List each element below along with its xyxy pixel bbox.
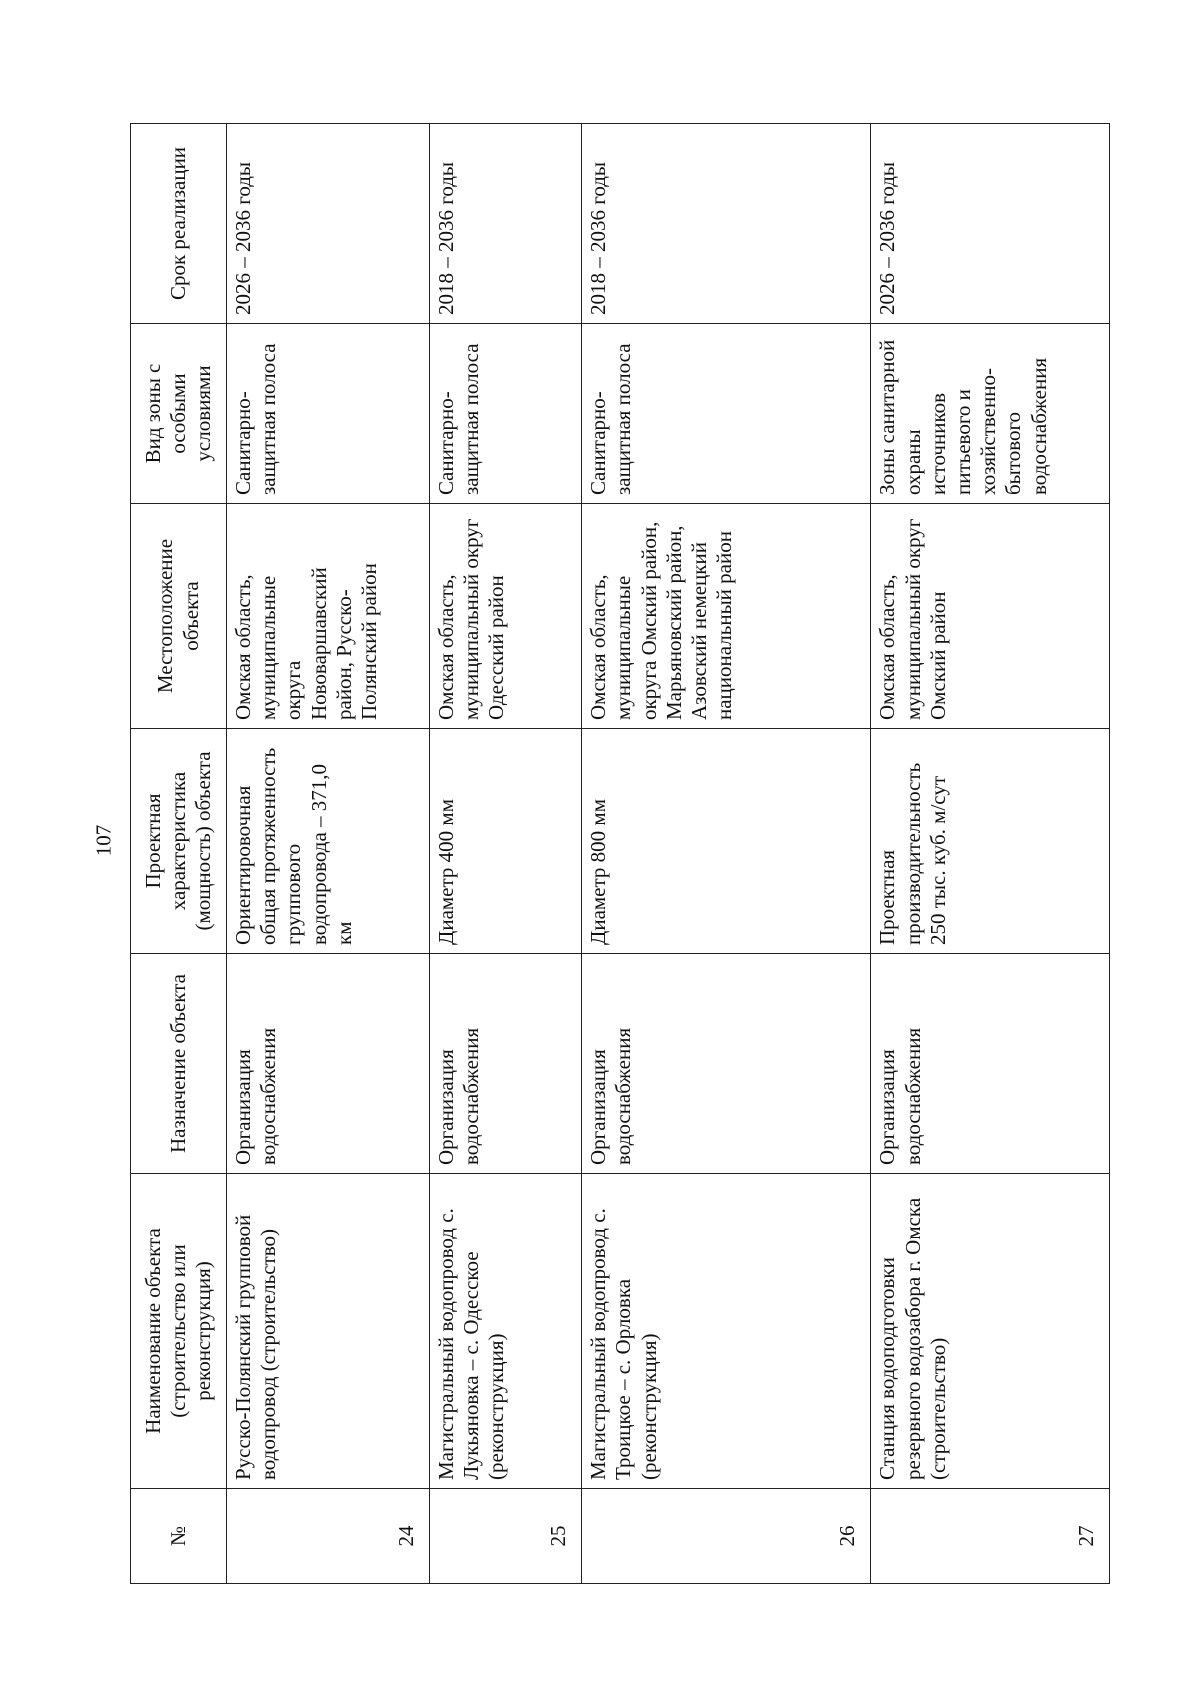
table-row bbox=[582, 124, 871, 1584]
cell-zone-type: Санитарно-защитная полоса bbox=[227, 324, 430, 504]
cell-object-name: Станция водоподготовки резервного водозабора г. Омска (строительство) bbox=[871, 1174, 1110, 1489]
cell-zone-type: Санитарно-защитная полоса bbox=[582, 324, 871, 504]
header-purpose: Назначение объекта bbox=[131, 954, 227, 1174]
cell-location: Омская область, муниципальный округ Одесский район bbox=[429, 504, 581, 729]
cell-location: Омская область, муниципальный округ Омский район bbox=[871, 504, 1110, 729]
cell-number: 24 bbox=[227, 1489, 430, 1584]
cell-capacity: Диаметр 800 мм bbox=[582, 729, 871, 954]
cell-zone-type: Санитарно-защитная полоса bbox=[429, 324, 581, 504]
cell-capacity: Ориентировочная общая протяженность группового водопровода – 371,0 км bbox=[227, 729, 430, 954]
cell-capacity: Диаметр 400 мм bbox=[429, 729, 581, 954]
header-location: Местоположение объекта bbox=[131, 504, 227, 729]
cell-purpose: Организация водоснабжения bbox=[429, 954, 581, 1174]
cell-number: 26 bbox=[582, 1489, 871, 1584]
cell-term: 2018 – 2036 годы bbox=[582, 124, 871, 324]
cell-purpose: Организация водоснабжения bbox=[227, 954, 430, 1174]
cell-term: 2018 – 2036 годы bbox=[429, 124, 581, 324]
cell-object-name: Магистральный водопровод с. Троицкое – с. Орловка (реконструкция) bbox=[582, 1174, 871, 1489]
cell-capacity: Проектная производительность 250 тыс. куб. м/сут bbox=[871, 729, 1110, 954]
cell-number: 25 bbox=[429, 1489, 581, 1584]
cell-purpose: Организация водоснабжения bbox=[871, 954, 1110, 1174]
table-row bbox=[429, 124, 581, 1584]
cell-zone-type: Зоны санитарной охраны источников питьевого и хозяйственно-бытового водоснабжения bbox=[871, 324, 1110, 504]
table-row bbox=[871, 124, 1110, 1584]
cell-term: 2026 – 2036 годы bbox=[871, 124, 1110, 324]
cell-purpose: Организация водоснабжения bbox=[582, 954, 871, 1174]
cell-location: Омская область, муниципальные округа Нововаршавский район, Русско-Полянский район bbox=[227, 504, 430, 729]
projects-table bbox=[130, 123, 1110, 1584]
cell-term: 2026 – 2036 годы bbox=[227, 124, 430, 324]
header-number: № bbox=[131, 1489, 227, 1584]
rotated-table-container bbox=[130, 124, 1110, 1584]
header-zone-type: Вид зоны с особыми условиями bbox=[131, 324, 227, 504]
table-header-row bbox=[131, 124, 227, 1584]
header-capacity: Проектная характеристика (мощность) объекта bbox=[131, 729, 227, 954]
table-row bbox=[227, 124, 430, 1584]
page-number: 107 bbox=[91, 824, 116, 857]
cell-location: Омская область, муниципальные округа Омский район, Марьяновский район, Азовский немецкий национальный район bbox=[582, 504, 871, 729]
cell-number: 27 bbox=[871, 1489, 1110, 1584]
cell-object-name: Русско-Полянский групповой водопровод (строительство) bbox=[227, 1174, 430, 1489]
header-term: Срок реализации bbox=[131, 124, 227, 324]
header-object-name: Наименование объекта (строительство или реконструкция) bbox=[131, 1174, 227, 1489]
cell-object-name: Магистральный водопровод с. Лукьяновка – с. Одесское (реконструкция) bbox=[429, 1174, 581, 1489]
